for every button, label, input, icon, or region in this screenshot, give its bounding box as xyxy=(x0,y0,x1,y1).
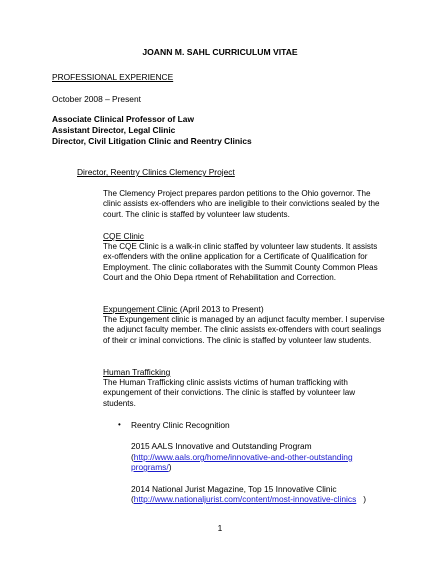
aals-link[interactable]: http://www.aals.org/home/innovative-and-other-outstanding xyxy=(133,452,353,462)
position-director: Director, Civil Litigation Clinic and Reentry Clinics xyxy=(52,136,252,146)
award-aals-title: 2015 AALS Innovative and Outstanding Program xyxy=(131,441,312,451)
cqe-heading: CQE Clinic xyxy=(103,231,144,241)
clemency-project-label: Clemency Project xyxy=(169,167,235,177)
trafficking-paragraph: The Human Trafficking clinic assists victims of human trafficking with expungement of their convictions. The clinic is staffed by volunteer law students. xyxy=(103,378,356,408)
award-national-jurist-title: 2014 National Jurist Magazine, Top 15 Innovative Clinic xyxy=(131,484,337,494)
clemency-paragraph: The Clemency Project prepares pardon petitions to the Ohio governor. The clinic assists ex-offenders who are ineligible to their convictions sealed by the court. The clinic is staffed by volunteer law students. xyxy=(103,189,380,219)
date-range: October 2008 – Present xyxy=(52,94,141,104)
expungement-paragraph: The Expungement clinic is managed by an adjunct faculty member. I supervise the adjunct faculty member. The clinic assists ex-offenders with court sealings of their cr iminal convictions. The clinic is staffed by volunteer law students. xyxy=(103,315,385,345)
recognition-heading: Reentry Clinic Recognition xyxy=(131,420,230,430)
national-jurist-link[interactable]: http://www.nationaljurist.com/content/most-innovative-clinics xyxy=(133,494,357,504)
section-heading: PROFESSIONAL EXPERIENCE xyxy=(52,72,174,82)
director-reentry-label: Director, Reentry Clinics xyxy=(77,167,170,177)
director-line xyxy=(77,167,235,177)
aals-link-continued[interactable]: programs/ xyxy=(131,462,169,472)
award-national-jurist-link-line: (http://www.nationaljurist.com/content/most-innovative-clinics ) xyxy=(131,494,367,504)
expungement-heading-line xyxy=(103,304,264,314)
bullet-icon: • xyxy=(118,420,121,429)
expungement-date: (April 2013 to Present) xyxy=(179,304,264,314)
trafficking-heading: Human Trafficking xyxy=(103,367,171,377)
page-number: 1 xyxy=(217,523,223,533)
position-assistant-director: Assistant Director, Legal Clinic xyxy=(52,125,176,135)
position-associate-professor: Associate Clinical Professor of Law xyxy=(52,114,194,124)
cqe-paragraph: The CQE Clinic is a walk-in clinic staffed by volunteer law students. It assists ex-offenders with the online application for a Certificate of Qualification for Employment. The clinic collaborates with the Summit County Common Pleas Court and the Ohio Depa rtment of Rehabilitation and Correction. xyxy=(103,242,378,283)
expungement-heading: Expungement Clinic xyxy=(103,304,180,314)
award-aals-link-line-2: programs/) xyxy=(131,462,172,472)
document-title: JOANN M. SAHL CURRICULUM VITAE xyxy=(142,47,298,57)
award-aals-link-line: (http://www.aals.org/home/innovative-and-other-outstanding xyxy=(131,452,353,462)
